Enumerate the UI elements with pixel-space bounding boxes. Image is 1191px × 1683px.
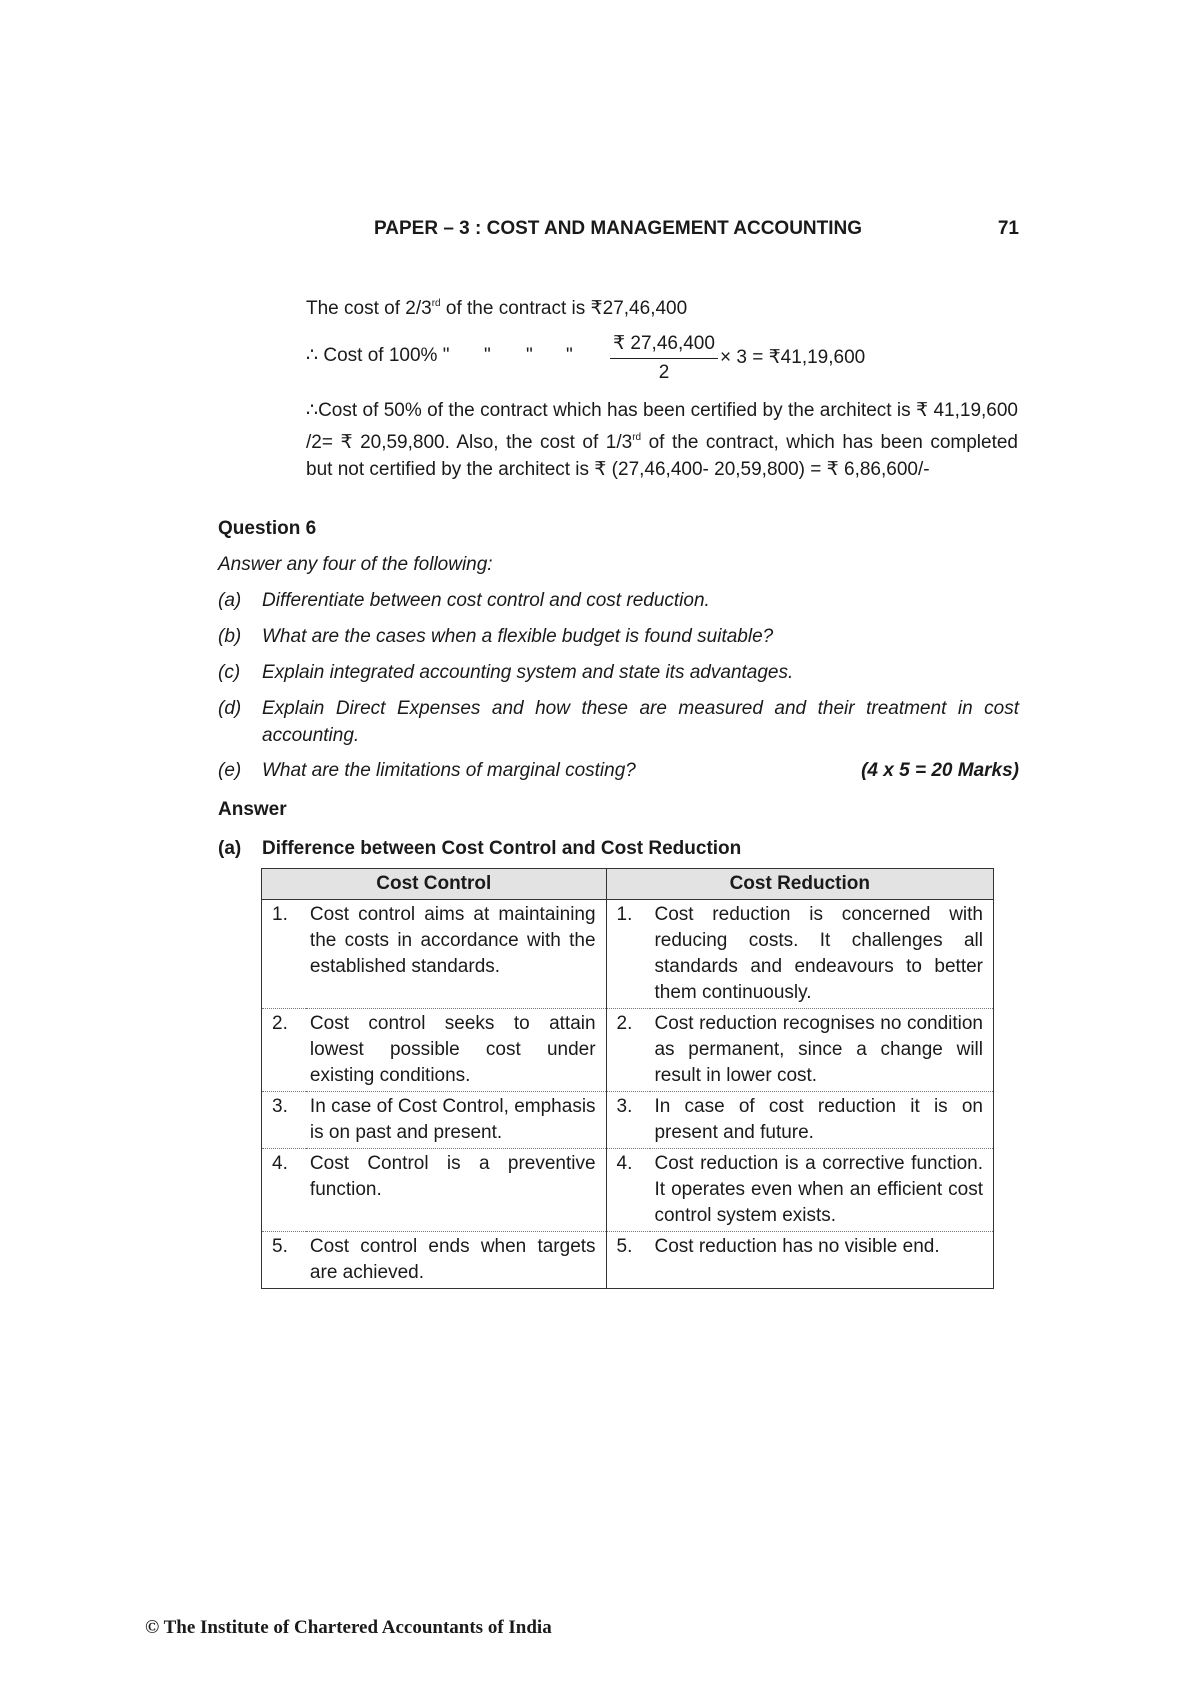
question-item-label: (e) [218,760,242,781]
cost-reduction-cell: Cost reduction recognises no condition as permanent, since a change will result in lower cost. [650,1009,993,1092]
fraction-numerator: ₹ 27,46,400 [610,332,718,359]
fraction [610,332,718,387]
page-number: 71 [997,218,1019,239]
question-heading: Question 6 [218,518,317,539]
cost-reduction-cell: Cost reduction has no visible end. [650,1232,993,1289]
question-instruction: Answer any four of the following: [218,554,493,575]
question-item-text: What are the limitations of marginal costing? [262,760,636,781]
question-item-label: (d) [218,698,242,719]
cost-control-cell: In case of Cost Control, emphasis is on past and present. [306,1092,606,1149]
question-item-text: What are the cases when a flexible budget is found suitable? [262,626,774,647]
row-number: 4. [606,1149,650,1232]
question-item-label: (b) [218,626,242,647]
answer-heading: Answer [218,799,287,820]
marks-allocation: (4 x 5 = 20 Marks) [861,760,1019,781]
question-item-text: Explain Direct Expenses and how these are measured and their treatment in cost accounting. [262,698,1019,746]
row-number: 3. [262,1092,306,1149]
question-item-label: (a) [218,590,242,611]
cost-control-cell: Cost control ends when targets are achieved. [306,1232,606,1289]
column-header-cost-reduction: Cost Reduction [606,869,993,900]
ditto-mark: " [526,345,533,366]
calc-paragraph [306,397,1018,483]
fraction-denominator: 2 [658,362,670,383]
calc-paragraph-post: of the contract, which has been completed but not certified by the architect is ₹ (27,46,400- 20,59,800) = ₹ 6,86,600/- [306,432,1018,480]
calc-line-2-result: × 3 = ₹41,19,600 [720,347,866,368]
row-number: 2. [262,1009,306,1092]
calc-line-1-sup: rd [431,298,441,309]
calc-line-2 [306,332,866,392]
calc-paragraph-sup: rd [632,432,642,443]
paper-title: PAPER – 3 : COST AND MANAGEMENT ACCOUNTING [374,218,863,239]
table-row [262,1232,994,1289]
row-number: 3. [606,1092,650,1149]
cost-control-cell: Cost control seeks to attain lowest possible cost under existing conditions. [306,1009,606,1092]
row-number: 2. [606,1009,650,1092]
table-row [262,1149,994,1232]
copyright-footer: © The Institute of Chartered Accountants of India [145,1617,552,1638]
calc-line-1-post: of the contract is ₹27,46,400 [440,298,688,319]
row-number: 4. [262,1149,306,1232]
cost-control-cell: Cost Control is a preventive function. [306,1149,606,1232]
ditto-mark: " [566,345,573,366]
row-number: 1. [606,900,650,1009]
row-number: 5. [262,1232,306,1289]
cost-reduction-cell: Cost reduction is a corrective function. It operates even when an efficient cost control system exists. [650,1149,993,1232]
calc-paragraph-pre: ∴Cost of 50% of the contract which has been certified by the architect is ₹ 41,19,600 /2= ₹ 20,59,800. Also, the cost of 1/3 [306,400,1018,453]
calc-line-1 [306,290,687,322]
calc-line-1-pre: The cost of 2/3 [306,298,432,319]
page-header [374,218,1019,244]
table-row [262,1092,994,1149]
comparison-table [261,868,994,1289]
question-item-text: Explain integrated accounting system and state its advantages. [262,662,794,683]
question-item-label: (c) [218,662,241,683]
cost-control-cell: Cost control aims at maintaining the costs in accordance with the established standards. [306,900,606,1009]
table-row [262,1009,994,1092]
row-number: 5. [606,1232,650,1289]
answer-sub-label: (a) [218,838,242,859]
row-number: 1. [262,900,306,1009]
question-item-text: Differentiate between cost control and cost reduction. [262,590,710,611]
table-row [262,900,994,1009]
calc-line-2-lead: ∴ Cost of 100% " [306,345,450,366]
cost-reduction-cell: In case of cost reduction it is on present and future. [650,1092,993,1149]
ditto-mark: " [484,345,491,366]
answer-sub-title: Difference between Cost Control and Cost Reduction [262,838,742,859]
column-header-cost-control: Cost Control [262,869,607,900]
cost-reduction-cell: Cost reduction is concerned with reducing costs. It challenges all standards and endeavours to better them continuously. [650,900,993,1009]
